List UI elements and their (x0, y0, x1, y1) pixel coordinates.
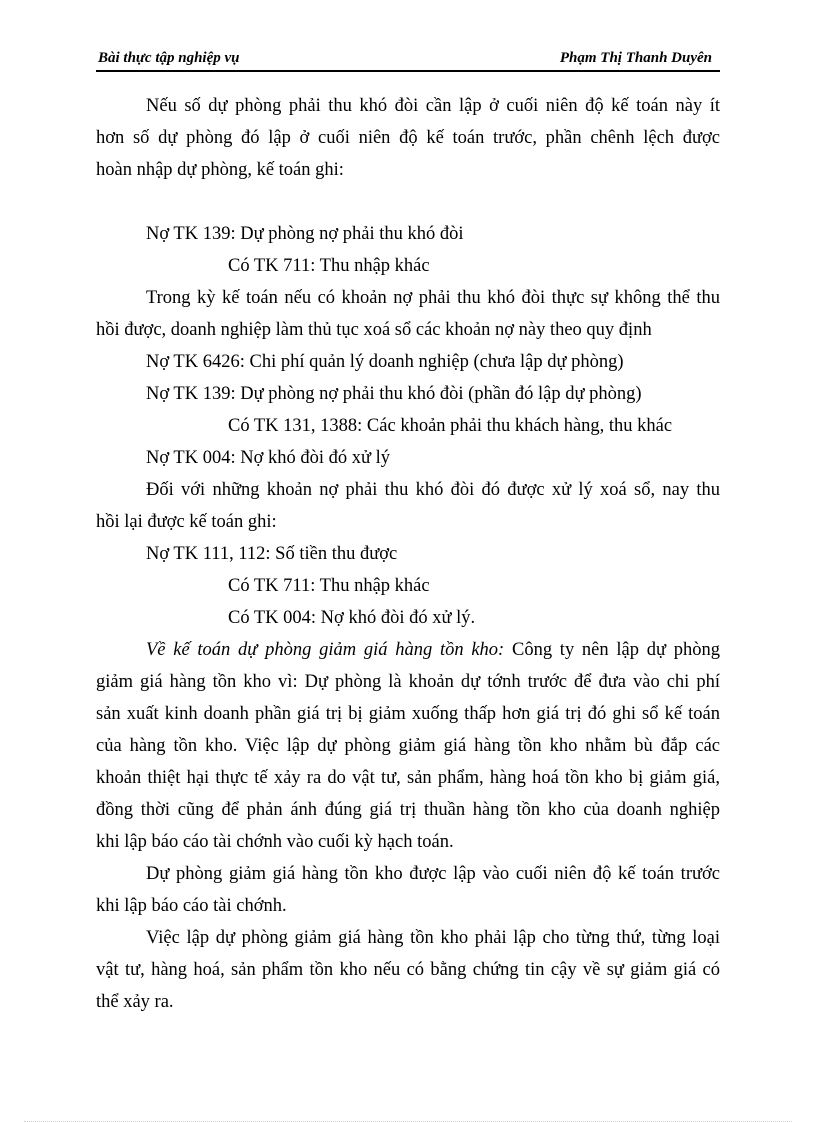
header-author: Phạm Thị Thanh Duyên (559, 50, 712, 66)
paragraph-line: thể xảy ra. (96, 992, 174, 1012)
paragraph-line: giảm giá hàng tồn kho vì: Dự phòng là khoản dự tớnh trước để đưa vào chi phí (96, 672, 720, 692)
paragraph-text: Công ty nên lập dự phòng (504, 640, 720, 660)
journal-entry-debit: Nợ TK 004: Nợ khó đòi đó xử lý (146, 448, 391, 468)
journal-entry-debit: Nợ TK 6426: Chi phí quản lý doanh nghiệp (chưa lập dự phòng) (146, 352, 624, 372)
paragraph-line: hồi lại được kế toán ghi: (96, 512, 277, 532)
paragraph-line: Nếu số dự phòng phải thu khó đòi cần lập ở cuối niên độ kế toán này ít (146, 96, 720, 116)
paragraph-line: Trong kỳ kế toán nếu có khoản nợ phải thu khó đòi thực sự không thể thu (146, 288, 720, 308)
paragraph-line: vật tư, hàng hoá, sản phẩm tồn kho nếu có bằng chứng tin cậy về sự giảm giá có (96, 960, 720, 980)
journal-entry-debit: Nợ TK 139: Dự phòng nợ phải thu khó đòi (146, 224, 464, 244)
paragraph-line: Dự phòng giảm giá hàng tồn kho được lập vào cuối niên độ kế toán trước (146, 864, 720, 884)
paragraph-line: khi lập báo cáo tài chớnh vào cuối kỳ hạch toán. (96, 832, 454, 852)
paragraph-line: hoàn nhập dự phòng, kế toán ghi: (96, 160, 344, 180)
paragraph-line: hồi được, doanh nghiệp làm thủ tục xoá sổ các khoản nợ này theo quy định (96, 320, 652, 340)
journal-entry-credit: Có TK 004: Nợ khó đòi đó xử lý. (228, 608, 476, 628)
header-title: Bài thực tập nghiệp vụ (98, 50, 240, 66)
paragraph-line: sản xuất kinh doanh phần giá trị bị giảm xuống thấp hơn giá trị đó ghi sổ kế toán (96, 704, 720, 724)
journal-entry-credit: Có TK 711: Thu nhập khác (228, 256, 430, 276)
page-header (96, 48, 720, 72)
paragraph-line: của hàng tồn kho. Việc lập dự phòng giảm giá hàng tồn kho nhằm bù đắp các (96, 736, 720, 756)
journal-entry-debit: Nợ TK 139: Dự phòng nợ phải thu khó đòi (phần đó lập dự phòng) (146, 384, 642, 404)
paragraph-line (146, 638, 720, 662)
journal-entry-credit: Có TK 131, 1388: Các khoản phải thu khách hàng, thu khác (228, 416, 673, 436)
page-bottom-divider (24, 1121, 792, 1122)
journal-entry-debit: Nợ TK 111, 112: Số tiền thu được (146, 544, 398, 564)
paragraph-line: hơn số dự phòng đó lập ở cuối niên độ kế toán trước, phần chênh lệch được (96, 128, 720, 148)
paragraph-line: khoản thiệt hại thực tế xảy ra do vật tư, sản phẩm, hàng hoá tồn kho bị giảm giá, (96, 768, 720, 788)
paragraph-line: Việc lập dự phòng giảm giá hàng tồn kho phải lập cho từng thứ, từng loại (146, 928, 720, 948)
paragraph-line: đồng thời cũng để phản ánh đúng giá trị thuần hàng tồn kho của doanh nghiệp (96, 800, 720, 820)
paragraph-line: khi lập báo cáo tài chớnh. (96, 896, 287, 916)
section-heading-italic: Về kế toán dự phòng giảm giá hàng tồn kho: (146, 640, 505, 660)
journal-entry-credit: Có TK 711: Thu nhập khác (228, 576, 430, 596)
paragraph-line: Đối với những khoản nợ phải thu khó đòi đó được xử lý xoá sổ, nay thu (146, 480, 720, 500)
